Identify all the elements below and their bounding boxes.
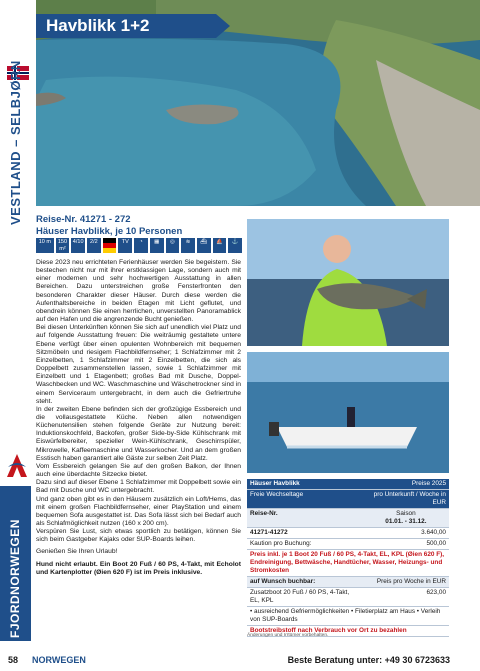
flag-de-icon bbox=[103, 238, 117, 253]
price-header-right: Preise 2025 bbox=[363, 479, 449, 490]
dishwasher-icon: ▦ bbox=[150, 238, 164, 253]
closing-note: Hund nicht erlaubt. Ein Boot 20 Fuß / 60 PS, 4-Takt, mit Echolot und Kartenplotter (Øien 620 F) ist im Preis inklusive. bbox=[36, 560, 241, 576]
description-paragraph: Dazu sind auf dieser Ebene 1 Schlafzimmer mit Doppelbett sowie ein Bad mit Dusche und WC untergebracht. bbox=[36, 479, 241, 495]
brand-logo-icon bbox=[6, 453, 28, 479]
row-id: 41271-41272 bbox=[247, 528, 363, 539]
description bbox=[36, 259, 241, 577]
fishing-icon: ⚓ bbox=[228, 238, 242, 253]
price-table bbox=[247, 479, 449, 637]
amenity-icons bbox=[36, 238, 242, 256]
description-paragraph: Genießen Sie Ihren Urlaub! bbox=[36, 548, 118, 556]
price-sub-left: Freie Wechseltage bbox=[247, 490, 363, 509]
description-paragraph: Verspüren Sie Lust, sich etwas sportlich zu betätigen, können Sie sich beim Gastgeber Kajaks oder SUP-Boards leihen. bbox=[36, 528, 241, 544]
region-label: VESTLAND – SELBJØRN bbox=[8, 60, 23, 225]
row-price: 3.640,00 bbox=[363, 528, 449, 539]
area-icon: 150 m² bbox=[56, 238, 70, 253]
sat-icon: ◔ bbox=[134, 238, 148, 253]
reise-nr: Reise-Nr. 41271 - 272 bbox=[36, 214, 131, 225]
col-saison-label: Saison bbox=[396, 510, 416, 517]
bath-icon: 2/2 bbox=[87, 238, 101, 253]
price-sub-right: pro Unterkunft / Woche in EUR bbox=[363, 490, 449, 509]
description-paragraph: Diese 2023 neu errichteten Ferienhäuser werden Sie begeistern. Sie bestechen nicht nur mit ihrer erstklassigen Lage, sondern auch mit einer modernen und sehr hochwertigen Ausstattung in allen Bereichen. Dazu unterstreichen große Fensterfronten den besonderen Charakter dieser Häuser. Durch diese werden die Aufenthaltsbereiche in beiden Etagen mit Licht geflutet, und obendrein können Sie einen herrlichen, unverstellten Panoramablick auf den Hafen und die angrenzende Bucht genießen. bbox=[36, 259, 241, 324]
page-number: 58 bbox=[8, 655, 19, 665]
extras: • ausreichend Gefriermöglichkeiten • Filetierplatz am Haus • Verleih von SUP-Boards bbox=[247, 607, 449, 626]
description-paragraph: In der zweiten Ebene befinden sich der großzügige Essbereich und die vollausgestattete Küche. Neben allen notwendigen Küchenutensilien stehen folgende Geräte zur Nutzung bereit: Induktionskochfeld, Backofen, großer Side-by-Side Kühlschrank mit Eiswürfelbereiter, spezieller Wein-Kühlschrank, Geschirrspüler, Mikrowelle, Kaffeemaschine und Wasserkocher. Und an dem großen Esstisch haben garantiert alle Gäste zur selben Zeit Platz. bbox=[36, 405, 241, 462]
engine-value: 623,00 bbox=[363, 588, 449, 607]
engine-label: Zusatzboot 20 Fuß / 60 PS, 4-Takt, EL, KPL bbox=[247, 588, 363, 607]
boat-icon: ⛴ bbox=[197, 238, 211, 253]
wifi-icon: ≋ bbox=[181, 238, 195, 253]
price-inclusive: Preis inkl. je 1 Boot 20 Fuß / 60 PS, 4-Takt, EL, KPL (Øien 620 F), Endreinigung, Bettwäsche, Handtücher, Wasser, Heizungs- und Stromkosten bbox=[247, 550, 449, 577]
kaution-label: Kaution pro Buchung: bbox=[247, 539, 363, 550]
boat-photo bbox=[247, 352, 449, 473]
col-reise: Reise-Nr. bbox=[247, 509, 363, 528]
rooms-icon: 4/10 bbox=[71, 238, 85, 253]
side-strip bbox=[0, 0, 30, 671]
description-paragraph: Bei diesen Unterkünften können Sie sich auf unendlich viel Platz und auf folgende Ausstattung freuen: Die weiträumig gestaltete untere Ebene verfügt über einen opulenten Wohnbereich mit bequemen Sitzmöbeln und riesigem Flachbildfernseher; 1 Schlafzimmer mit 2 Einzelbetten, 1 Schlafzimmer mit 2 Einzelbetten, die sich als Doppelbett zusammenstellen lassen, sowie 1 Schlafzimmer mit Einzelbett und 1 Etagenbett; großes Bad mit Dusche, Doppel-Waschbecken und WC. Waschmaschine und Wäschetrockner sind in einem Serviceraum untergebracht, in dem auch die Gefriertruhe steht. bbox=[36, 324, 241, 405]
page-title: Havblikk 1+2 bbox=[36, 14, 216, 38]
kaution-value: 500,00 bbox=[363, 539, 449, 550]
listing-header bbox=[36, 214, 182, 238]
brand-vertical-label: FJORDNORWEGEN bbox=[8, 519, 22, 638]
footer-section: NORWEGEN bbox=[32, 655, 86, 665]
price-header-left: Häuser Havblikk bbox=[247, 479, 363, 490]
col-saison bbox=[363, 509, 449, 528]
distance-icon: 10 m bbox=[36, 238, 54, 253]
description-paragraph: Und ganz oben gibt es in den Häusern zusätzlich ein Loft/Hems, das mit einem großen Flachbildfernseher, einer PlayStation und einem bequemen Sofa ausgestattet ist. Das Sofa lässt sich bei Bedarf auch als Schlafmöglichkeit nutzen (160 x 200 cm). bbox=[36, 495, 241, 527]
footer-contact: Beste Beratung unter: +49 30 6723633 bbox=[287, 655, 450, 665]
fuel-note: Bootstreibstoff nach Verbrauch vor Ort zu bezahlen bbox=[247, 626, 449, 637]
boat2-icon: ⛵ bbox=[213, 238, 227, 253]
washer-icon: ◎ bbox=[166, 238, 180, 253]
request-label: auf Wunsch buchbar: bbox=[247, 577, 363, 588]
description-paragraph: Vom Essbereich gelangen Sie auf den großen Balkon, der Ihnen auch eine überdachte Sitzecke bietet. bbox=[36, 462, 241, 479]
disclaimer: Änderungen und Irrtümer vorbehalten. bbox=[247, 633, 329, 638]
tv-icon: TV bbox=[118, 238, 132, 253]
angler-photo bbox=[247, 219, 449, 346]
request-right: Preis pro Woche in EUR bbox=[363, 577, 449, 588]
col-period: 01.01. - 31.12. bbox=[385, 518, 427, 525]
listing-subtitle: Häuser Havblikk, je 10 Personen bbox=[36, 226, 183, 237]
